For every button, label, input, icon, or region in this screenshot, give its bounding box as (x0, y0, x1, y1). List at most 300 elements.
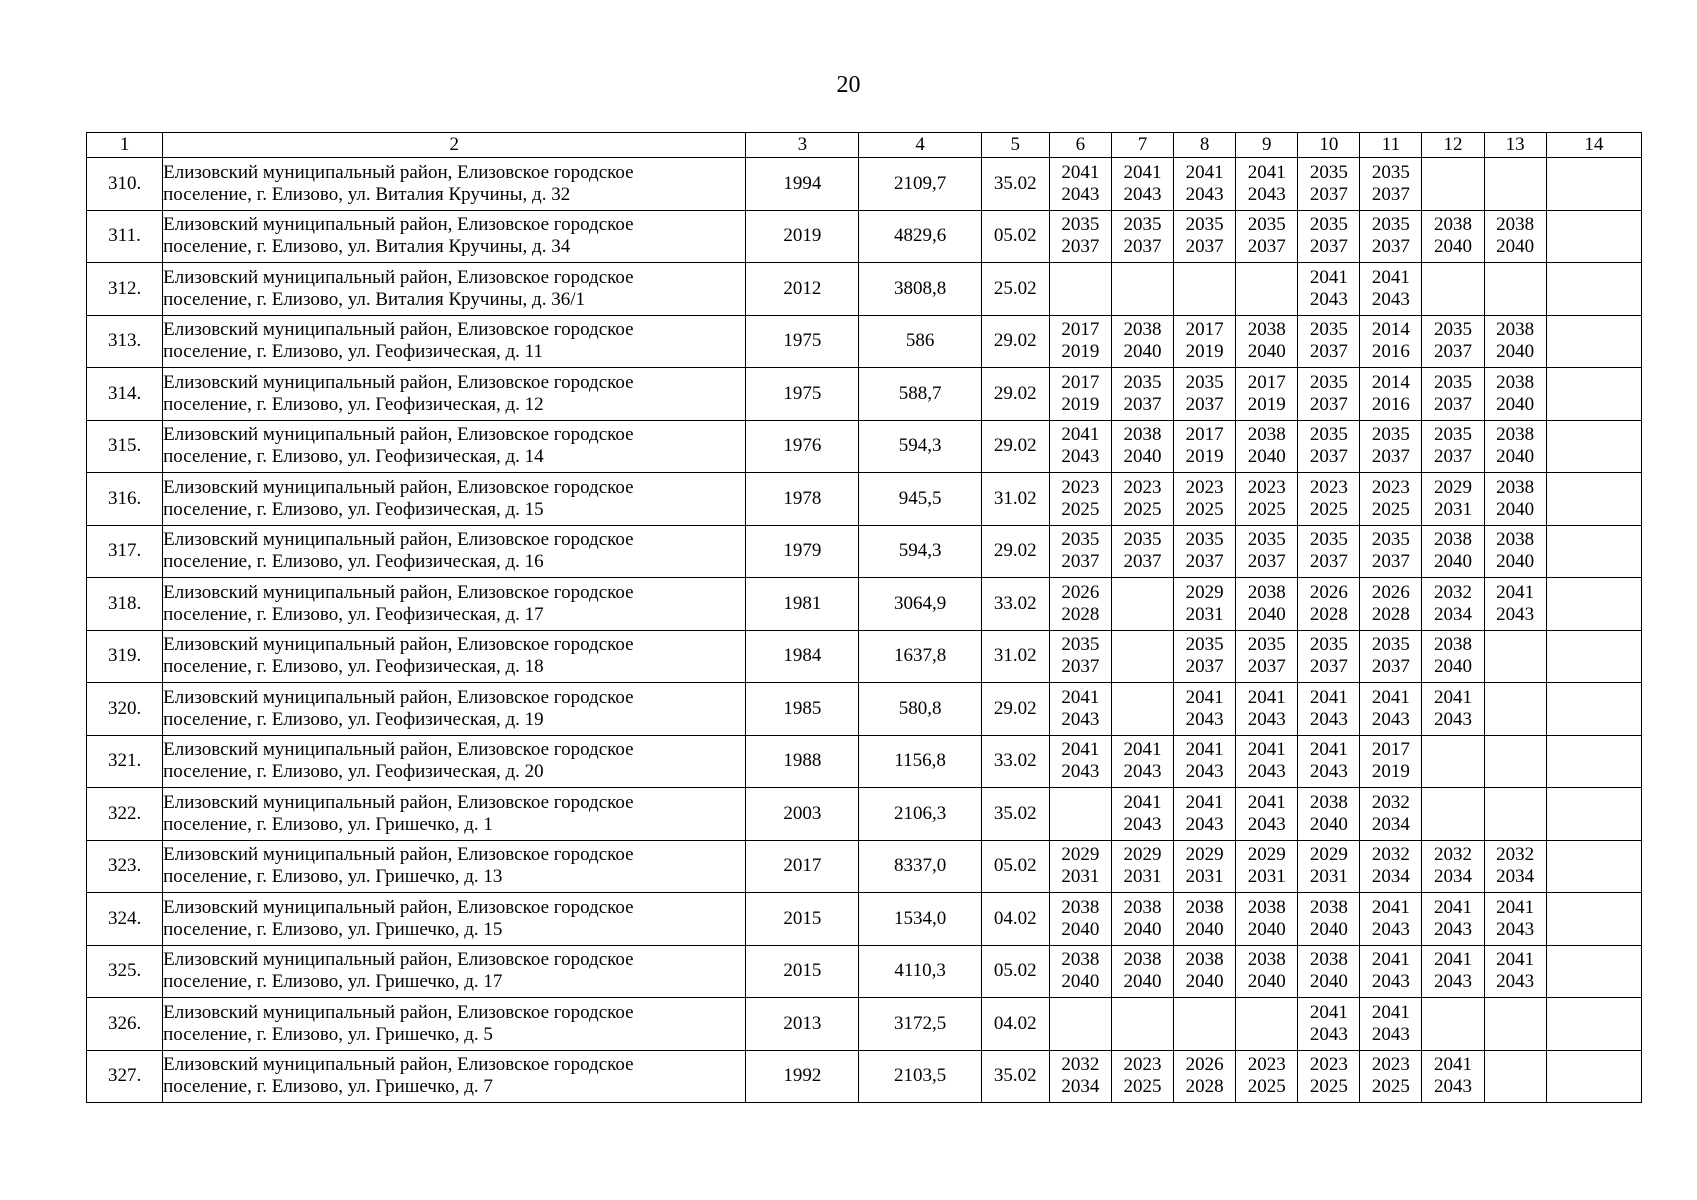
term-cell (1422, 158, 1484, 211)
term-start-year: 2041 (1496, 949, 1535, 971)
term-end-year: 2031 (1061, 866, 1100, 888)
term-start-year: 2041 (1123, 791, 1162, 813)
term-start-year: 2038 (1061, 949, 1100, 971)
term-end-year: 2037 (1247, 236, 1286, 258)
address-line: поселение, г. Елизово, ул. Гришечко, д. 15 (163, 918, 503, 940)
term-cell (1546, 315, 1641, 368)
table-row (87, 473, 1642, 526)
commissioning-year-cell: 1976 (746, 420, 859, 473)
term-end-year: 2037 (1123, 551, 1162, 573)
term-cell (1111, 315, 1173, 368)
code-cell: 29.02 (981, 420, 1049, 473)
address-line: Елизовский муниципальный район, Елизовское городское (163, 581, 634, 603)
term-cell (1236, 683, 1298, 736)
term-end-year: 2019 (1185, 341, 1224, 363)
term-start-year: 2041 (1309, 686, 1348, 708)
term-cell (1049, 158, 1111, 211)
term-start-year: 2023 (1123, 1054, 1162, 1076)
code-cell: 29.02 (981, 525, 1049, 578)
term-cell (1484, 420, 1546, 473)
row-number-cell: 313. (87, 315, 163, 368)
term-cell (1298, 420, 1360, 473)
term-end-year: 2043 (1123, 813, 1162, 835)
term-start-year: 2038 (1309, 949, 1348, 971)
term-cell (1484, 525, 1546, 578)
commissioning-year-cell: 2017 (746, 840, 859, 893)
term-end-year: 2031 (1185, 603, 1224, 625)
term-start-year: 2026 (1061, 581, 1100, 603)
term-cell (1236, 735, 1298, 788)
term-end-year: 2025 (1123, 498, 1162, 520)
term-end-year: 2040 (1185, 918, 1224, 940)
table-body (87, 158, 1642, 1103)
address-line: Елизовский муниципальный район, Елизовское городское (163, 266, 634, 288)
term-start-year: 2035 (1309, 161, 1348, 183)
term-start-year: 2041 (1247, 161, 1286, 183)
commissioning-year-cell: 2015 (746, 893, 859, 946)
term-cell (1546, 368, 1641, 421)
column-number-header: 4 (859, 133, 981, 158)
term-start-year: 2038 (1434, 214, 1473, 236)
term-start-year: 2041 (1185, 791, 1224, 813)
term-cell (1236, 525, 1298, 578)
term-start-year: 2035 (1371, 161, 1410, 183)
term-cell (1236, 473, 1298, 526)
term-cell (1422, 578, 1484, 631)
address-cell (163, 525, 746, 578)
term-cell (1049, 683, 1111, 736)
term-end-year: 2040 (1061, 918, 1100, 940)
term-start-year: 2038 (1496, 424, 1535, 446)
address-cell (163, 315, 746, 368)
term-cell (1111, 525, 1173, 578)
term-start-year: 2038 (1434, 634, 1473, 656)
row-number-cell: 316. (87, 473, 163, 526)
address-line: поселение, г. Елизово, ул. Геофизическая, д. 17 (163, 603, 544, 625)
commissioning-year-cell: 1981 (746, 578, 859, 631)
term-cell (1360, 315, 1422, 368)
term-start-year: 2035 (1309, 319, 1348, 341)
commissioning-year-cell: 2013 (746, 998, 859, 1051)
term-end-year: 2031 (1247, 866, 1286, 888)
row-number-cell: 325. (87, 945, 163, 998)
term-cell (1049, 368, 1111, 421)
term-cell (1049, 578, 1111, 631)
term-end-year: 2043 (1247, 708, 1286, 730)
term-start-year: 2023 (1061, 476, 1100, 498)
term-cell (1546, 893, 1641, 946)
address-cell (163, 893, 746, 946)
commissioning-year-cell: 2012 (746, 263, 859, 316)
term-cell (1111, 630, 1173, 683)
term-start-year: 2023 (1247, 1054, 1286, 1076)
code-cell: 35.02 (981, 788, 1049, 841)
term-end-year: 2037 (1185, 393, 1224, 415)
term-end-year: 2043 (1371, 288, 1410, 310)
term-start-year: 2035 (1309, 634, 1348, 656)
term-cell (1484, 735, 1546, 788)
term-end-year: 2040 (1123, 971, 1162, 993)
term-cell (1422, 840, 1484, 893)
term-cell (1298, 945, 1360, 998)
term-cell (1484, 893, 1546, 946)
term-cell (1111, 1050, 1173, 1103)
term-end-year: 2040 (1185, 971, 1224, 993)
area-cell: 2109,7 (859, 158, 981, 211)
address-line: Елизовский муниципальный район, Елизовское городское (163, 949, 634, 971)
term-cell (1236, 788, 1298, 841)
term-cell (1236, 210, 1298, 263)
term-start-year: 2038 (1247, 896, 1286, 918)
row-number-cell: 320. (87, 683, 163, 736)
table-row (87, 420, 1642, 473)
term-start-year: 2038 (1247, 424, 1286, 446)
term-cell (1422, 788, 1484, 841)
address-line: Елизовский муниципальный район, Елизовское городское (163, 686, 634, 708)
term-start-year: 2029 (1309, 844, 1348, 866)
term-cell (1546, 840, 1641, 893)
term-cell (1111, 368, 1173, 421)
term-end-year: 2037 (1371, 446, 1410, 468)
column-number-header: 11 (1360, 133, 1422, 158)
term-cell (1422, 525, 1484, 578)
term-cell (1236, 945, 1298, 998)
term-start-year: 2041 (1496, 896, 1535, 918)
term-cell (1422, 893, 1484, 946)
term-end-year: 2019 (1247, 393, 1286, 415)
term-start-year: 2038 (1123, 319, 1162, 341)
term-end-year: 2025 (1123, 1076, 1162, 1098)
term-end-year: 2043 (1247, 761, 1286, 783)
term-start-year: 2035 (1123, 529, 1162, 551)
row-number-cell: 326. (87, 998, 163, 1051)
term-end-year: 2040 (1123, 341, 1162, 363)
term-cell (1422, 315, 1484, 368)
term-end-year: 2037 (1434, 446, 1473, 468)
code-cell: 05.02 (981, 210, 1049, 263)
area-cell: 586 (859, 315, 981, 368)
term-cell (1484, 158, 1546, 211)
term-cell (1422, 473, 1484, 526)
term-cell (1546, 683, 1641, 736)
term-start-year: 2023 (1371, 1054, 1410, 1076)
term-end-year: 2043 (1309, 761, 1348, 783)
address-line: поселение, г. Елизово, ул. Геофизическая, д. 11 (163, 341, 543, 363)
term-start-year: 2041 (1434, 686, 1473, 708)
term-end-year: 2040 (1247, 446, 1286, 468)
term-end-year: 2043 (1371, 971, 1410, 993)
term-cell (1546, 473, 1641, 526)
term-cell (1422, 263, 1484, 316)
term-start-year: 2038 (1123, 896, 1162, 918)
address-line: Елизовский муниципальный район, Елизовское городское (163, 214, 634, 236)
term-end-year: 2037 (1309, 656, 1348, 678)
term-cell (1360, 578, 1422, 631)
column-number-header: 6 (1049, 133, 1111, 158)
term-cell (1049, 1050, 1111, 1103)
term-cell (1174, 735, 1236, 788)
term-start-year: 2041 (1496, 581, 1535, 603)
term-start-year: 2038 (1309, 791, 1348, 813)
term-start-year: 2023 (1247, 476, 1286, 498)
address-line: Елизовский муниципальный район, Елизовское городское (163, 529, 634, 551)
term-end-year: 2040 (1496, 393, 1535, 415)
term-cell (1360, 840, 1422, 893)
term-start-year: 2026 (1309, 581, 1348, 603)
term-end-year: 2034 (1434, 866, 1473, 888)
area-cell: 945,5 (859, 473, 981, 526)
term-end-year: 2040 (1496, 446, 1535, 468)
term-start-year: 2041 (1371, 896, 1410, 918)
address-line: Елизовский муниципальный район, Елизовское городское (163, 424, 634, 446)
term-end-year: 2037 (1247, 656, 1286, 678)
term-end-year: 2040 (1309, 813, 1348, 835)
commissioning-year-cell: 1975 (746, 315, 859, 368)
term-end-year: 2043 (1371, 708, 1410, 730)
term-cell (1174, 315, 1236, 368)
term-end-year: 2031 (1185, 866, 1224, 888)
address-line: Елизовский муниципальный район, Елизовское городское (163, 319, 634, 341)
term-start-year: 2029 (1247, 844, 1286, 866)
area-cell: 2103,5 (859, 1050, 981, 1103)
term-start-year: 2032 (1496, 844, 1535, 866)
commissioning-year-cell: 1994 (746, 158, 859, 211)
term-end-year: 2043 (1434, 918, 1473, 940)
term-cell (1298, 998, 1360, 1051)
term-cell (1236, 998, 1298, 1051)
term-end-year: 2034 (1061, 1076, 1100, 1098)
column-number-header: 1 (87, 133, 163, 158)
term-cell (1422, 1050, 1484, 1103)
commissioning-year-cell: 2015 (746, 945, 859, 998)
row-number-cell: 312. (87, 263, 163, 316)
term-end-year: 2040 (1247, 341, 1286, 363)
term-end-year: 2040 (1434, 656, 1473, 678)
code-cell: 33.02 (981, 578, 1049, 631)
term-start-year: 2029 (1123, 844, 1162, 866)
code-cell: 04.02 (981, 893, 1049, 946)
area-cell: 3064,9 (859, 578, 981, 631)
term-end-year: 2037 (1247, 551, 1286, 573)
area-cell: 3808,8 (859, 263, 981, 316)
term-start-year: 2041 (1434, 1054, 1473, 1076)
code-cell: 33.02 (981, 735, 1049, 788)
column-number-header: 7 (1111, 133, 1173, 158)
term-start-year: 2041 (1061, 739, 1100, 761)
term-end-year: 2037 (1309, 551, 1348, 573)
term-end-year: 2040 (1434, 236, 1473, 258)
area-cell: 2106,3 (859, 788, 981, 841)
term-cell (1236, 368, 1298, 421)
term-end-year: 2037 (1434, 393, 1473, 415)
address-line: Елизовский муниципальный район, Елизовское городское (163, 476, 634, 498)
code-cell: 25.02 (981, 263, 1049, 316)
term-cell (1484, 945, 1546, 998)
address-line: Елизовский муниципальный район, Елизовское городское (163, 1054, 634, 1076)
term-cell (1422, 945, 1484, 998)
term-start-year: 2038 (1434, 529, 1473, 551)
term-end-year: 2034 (1434, 603, 1473, 625)
term-cell (1546, 210, 1641, 263)
term-start-year: 2035 (1371, 214, 1410, 236)
term-end-year: 2025 (1061, 498, 1100, 520)
table-row (87, 893, 1642, 946)
term-start-year: 2038 (1247, 949, 1286, 971)
term-end-year: 2016 (1371, 341, 1410, 363)
address-line: Елизовский муниципальный район, Елизовское городское (163, 791, 634, 813)
term-cell (1111, 263, 1173, 316)
term-end-year: 2037 (1309, 236, 1348, 258)
row-number-cell: 324. (87, 893, 163, 946)
table-row (87, 1050, 1642, 1103)
term-end-year: 2043 (1185, 813, 1224, 835)
page-number: 20 (836, 72, 861, 98)
term-cell (1111, 998, 1173, 1051)
address-line: поселение, г. Елизово, ул. Гришечко, д. 7 (163, 1076, 493, 1098)
term-end-year: 2031 (1434, 498, 1473, 520)
address-line: поселение, г. Елизово, ул. Гришечко, д. 13 (163, 866, 503, 888)
row-number-cell: 310. (87, 158, 163, 211)
term-end-year: 2043 (1371, 1023, 1410, 1045)
term-cell (1049, 525, 1111, 578)
term-start-year: 2017 (1185, 424, 1224, 446)
term-cell (1298, 735, 1360, 788)
table-row (87, 368, 1642, 421)
term-cell (1049, 263, 1111, 316)
address-line: поселение, г. Елизово, ул. Гришечко, д. 17 (163, 971, 503, 993)
address-line: поселение, г. Елизово, ул. Геофизическая, д. 16 (163, 551, 544, 573)
term-end-year: 2043 (1496, 603, 1535, 625)
term-cell (1298, 315, 1360, 368)
term-cell (1236, 578, 1298, 631)
term-end-year: 2040 (1309, 918, 1348, 940)
address-cell (163, 420, 746, 473)
term-start-year: 2041 (1309, 739, 1348, 761)
table-row (87, 945, 1642, 998)
term-end-year: 2043 (1185, 761, 1224, 783)
term-end-year: 2037 (1371, 236, 1410, 258)
term-end-year: 2040 (1123, 446, 1162, 468)
address-line: поселение, г. Елизово, ул. Геофизическая, д. 15 (163, 498, 544, 520)
term-end-year: 2037 (1123, 236, 1162, 258)
address-cell (163, 368, 746, 421)
term-end-year: 2040 (1496, 341, 1535, 363)
code-cell: 29.02 (981, 368, 1049, 421)
code-cell: 31.02 (981, 630, 1049, 683)
term-cell (1174, 210, 1236, 263)
term-cell (1298, 893, 1360, 946)
area-cell: 1637,8 (859, 630, 981, 683)
term-cell (1360, 263, 1422, 316)
term-start-year: 2035 (1185, 529, 1224, 551)
term-end-year: 2040 (1496, 551, 1535, 573)
term-start-year: 2035 (1309, 424, 1348, 446)
term-end-year: 2043 (1247, 183, 1286, 205)
term-cell (1360, 735, 1422, 788)
term-cell (1484, 998, 1546, 1051)
term-start-year: 2026 (1185, 1054, 1224, 1076)
column-number-header: 2 (163, 133, 746, 158)
term-end-year: 2019 (1185, 446, 1224, 468)
row-number-cell: 323. (87, 840, 163, 893)
term-end-year: 2037 (1061, 656, 1100, 678)
term-start-year: 2038 (1496, 214, 1535, 236)
code-cell: 35.02 (981, 1050, 1049, 1103)
term-cell (1111, 420, 1173, 473)
term-cell (1360, 368, 1422, 421)
term-start-year: 2035 (1185, 634, 1224, 656)
term-cell (1298, 210, 1360, 263)
term-start-year: 2023 (1309, 1054, 1348, 1076)
row-number-cell: 318. (87, 578, 163, 631)
address-line: Елизовский муниципальный район, Елизовское городское (163, 844, 634, 866)
term-start-year: 2035 (1185, 371, 1224, 393)
term-cell (1111, 788, 1173, 841)
term-cell (1298, 473, 1360, 526)
address-line: поселение, г. Елизово, ул. Гришечко, д. 5 (163, 1023, 493, 1045)
term-end-year: 2037 (1434, 341, 1473, 363)
term-start-year: 2035 (1061, 214, 1100, 236)
term-cell (1298, 1050, 1360, 1103)
address-line: поселение, г. Елизово, ул. Виталия Кручины, д. 32 (163, 183, 571, 205)
term-cell (1174, 420, 1236, 473)
term-cell (1546, 263, 1641, 316)
term-start-year: 2032 (1371, 844, 1410, 866)
term-cell (1049, 945, 1111, 998)
area-cell: 1534,0 (859, 893, 981, 946)
address-cell (163, 473, 746, 526)
term-cell (1111, 840, 1173, 893)
commissioning-year-cell: 1975 (746, 368, 859, 421)
term-cell (1546, 578, 1641, 631)
table-row (87, 735, 1642, 788)
term-start-year: 2038 (1185, 896, 1224, 918)
table-row (87, 158, 1642, 211)
term-start-year: 2041 (1061, 686, 1100, 708)
term-cell (1298, 788, 1360, 841)
term-end-year: 2025 (1371, 1076, 1410, 1098)
term-end-year: 2037 (1309, 446, 1348, 468)
term-cell (1360, 525, 1422, 578)
term-cell (1174, 683, 1236, 736)
address-line: Елизовский муниципальный район, Елизовское городское (163, 896, 634, 918)
term-end-year: 2034 (1371, 866, 1410, 888)
term-cell (1298, 683, 1360, 736)
column-number-header: 14 (1546, 133, 1641, 158)
term-cell (1236, 420, 1298, 473)
term-cell (1111, 158, 1173, 211)
term-cell (1111, 735, 1173, 788)
term-cell (1174, 263, 1236, 316)
column-number-header: 5 (981, 133, 1049, 158)
term-start-year: 2038 (1496, 371, 1535, 393)
term-end-year: 2043 (1496, 918, 1535, 940)
term-cell (1298, 840, 1360, 893)
term-cell (1360, 893, 1422, 946)
term-cell (1049, 788, 1111, 841)
term-cell (1236, 1050, 1298, 1103)
term-end-year: 2037 (1309, 393, 1348, 415)
term-end-year: 2043 (1185, 708, 1224, 730)
term-start-year: 2038 (1123, 424, 1162, 446)
term-cell (1484, 840, 1546, 893)
term-end-year: 2037 (1371, 551, 1410, 573)
term-end-year: 2043 (1123, 761, 1162, 783)
term-start-year: 2041 (1247, 739, 1286, 761)
term-start-year: 2032 (1434, 581, 1473, 603)
term-cell (1546, 945, 1641, 998)
term-cell (1174, 630, 1236, 683)
